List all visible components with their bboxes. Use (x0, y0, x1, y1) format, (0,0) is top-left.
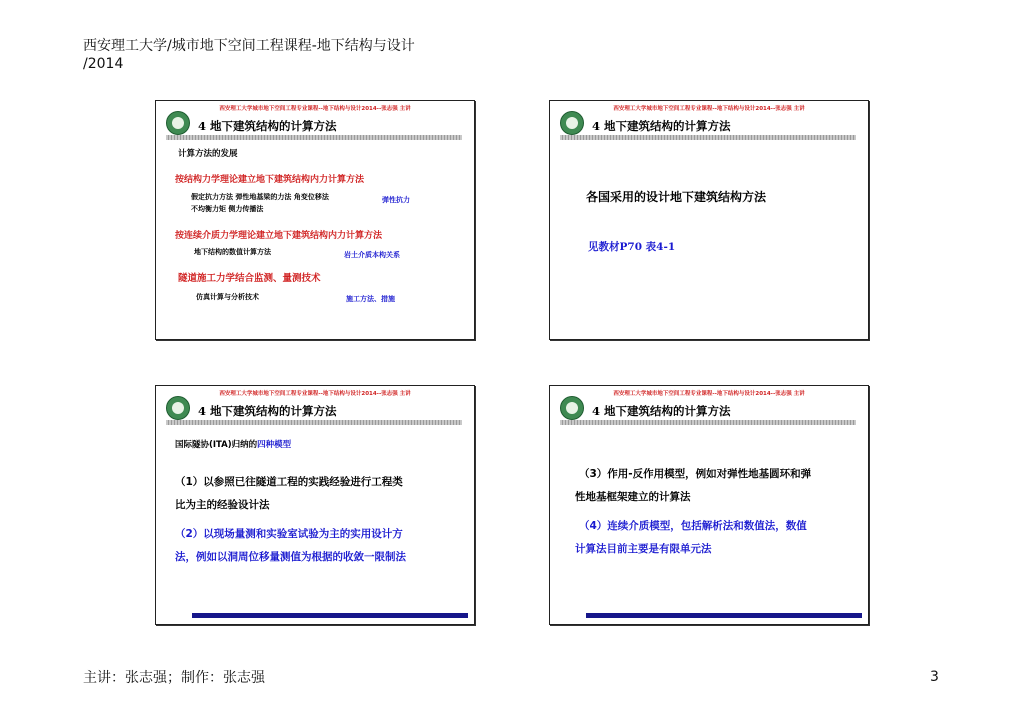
title-divider (166, 420, 462, 425)
slide-bottom-bar (192, 613, 468, 618)
slide4-line-1: （3）作用-反作用模型，例如对弹性地基圆环和弹 (579, 468, 812, 480)
slide1-line-3-note: 弹性抗力 (382, 196, 410, 204)
slide-title: 4 地下建筑结构的计算方法 (592, 404, 731, 418)
slide1-line-1: 计算方法的发展 (178, 149, 238, 159)
header-line-2: /2014 (83, 56, 124, 72)
slide2-line-1: 各国采用的设计地下建筑结构方法 (586, 190, 767, 204)
slide3-line-2: （1）以参照已往隧道工程的实践经验进行工程类 (175, 476, 403, 488)
slide-bottom-bar (586, 613, 862, 618)
slide1-line-2: 按结构力学理论建立地下建筑结构内力计算方法 (175, 175, 365, 185)
title-divider (166, 135, 462, 140)
slide2-line-2: 见教材P70 表4-1 (588, 241, 676, 253)
slide3-line-1-prefix: 国际隧协(ITA)归纳的 (175, 440, 258, 450)
slide-title: 4 地下建筑结构的计算方法 (198, 404, 337, 418)
slide-title: 4 地下建筑结构的计算方法 (198, 119, 337, 133)
slide-banner: 西安理工大学城市地下空间工程专业课程--地下结构与设计2014--张志强 主讲 (219, 106, 411, 112)
slide1-line-4: 不均衡力矩 侧力传播法 (191, 205, 264, 213)
slide1-line-6-note: 岩土介质本构关系 (344, 251, 400, 259)
slide4-line-3: （4）连续介质模型，包括解析法和数值法，数值 (579, 520, 807, 532)
slide4-line-2: 性地基框架建立的计算法 (575, 491, 691, 503)
slide1-line-6: 地下结构的数值计算方法 (194, 248, 271, 256)
slide3-line-1-emphasis: 四种模型 (257, 440, 292, 450)
title-divider (560, 420, 856, 425)
slide-title: 4 地下建筑结构的计算方法 (592, 119, 731, 133)
slide-3 (155, 385, 475, 625)
title-divider (560, 135, 856, 140)
slide3-line-5: 法，例如以洞周位移量测值为根据的收敛一限制法 (175, 551, 406, 563)
slide4-line-4: 计算法目前主要是有限单元法 (575, 543, 712, 555)
slide1-line-5: 按连续介质力学理论建立地下建筑结构内力计算方法 (175, 231, 383, 241)
slide-4 (549, 385, 869, 625)
slide3-line-4: （2）以现场量测和实验室试验为主的实用设计方 (175, 528, 403, 540)
page-footer: 主讲：张志强；制作：张志强 (83, 670, 265, 686)
slide1-line-3: 假定抗力方法 弹性地基梁的力法 角变位移法 (191, 193, 329, 201)
university-logo (166, 396, 190, 420)
university-logo (560, 111, 584, 135)
slide3-line-1 (175, 438, 291, 450)
slide-banner: 西安理工大学城市地下空间工程专业课程--地下结构与设计2014--张志强 主讲 (219, 391, 411, 397)
university-logo (166, 111, 190, 135)
slide-2 (549, 100, 869, 340)
slide1-line-8-note: 施工方法、措施 (346, 295, 395, 303)
slide1-line-7: 隧道施工力学结合监测、量测技术 (178, 273, 321, 284)
slide-banner: 西安理工大学城市地下空间工程专业课程--地下结构与设计2014--张志强 主讲 (613, 391, 805, 397)
page-number: 3 (930, 669, 939, 685)
slide-banner: 西安理工大学城市地下空间工程专业课程--地下结构与设计2014--张志强 主讲 (613, 106, 805, 112)
university-logo (560, 396, 584, 420)
page-header (83, 37, 503, 73)
slide-1 (155, 100, 475, 340)
header-line-1: 西安理工大学/城市地下空间工程课程-地下结构与设计 (83, 38, 415, 54)
slide3-line-3: 比为主的经验设计法 (175, 499, 270, 511)
slide1-line-8: 仿真计算与分析技术 (196, 293, 259, 301)
